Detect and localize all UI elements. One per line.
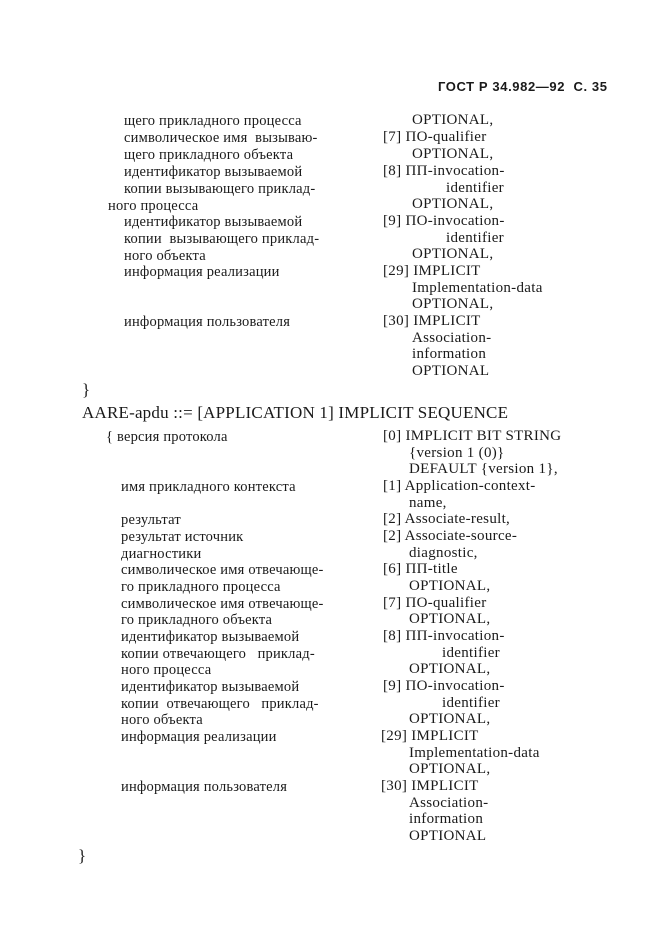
right-line: [6] ПП-title — [383, 561, 458, 577]
right-line: identifier — [446, 180, 504, 196]
right-line: [8] ПП-invocation- — [383, 628, 505, 644]
right-line: [9] ПО-invocation- — [383, 678, 505, 694]
right-line: OPTIONAL, — [412, 246, 494, 262]
right-line: [1] Application-context- — [383, 478, 536, 494]
right-line: OPTIONAL, — [409, 578, 491, 594]
right-line: [9] ПО-invocation- — [383, 213, 505, 229]
right-line: OPTIONAL, — [409, 761, 491, 777]
left-line: ного объекта — [124, 248, 206, 264]
left-line: диагностики — [121, 546, 202, 562]
closing-brace: } — [82, 380, 91, 399]
right-line: Implementation-data — [412, 280, 543, 296]
right-line: OPTIONAL, — [409, 711, 491, 727]
right-line: identifier — [446, 230, 504, 246]
left-line: информация пользователя — [124, 314, 291, 330]
right-line: [30] IMPLICIT — [381, 778, 479, 794]
left-line: ного процесса — [108, 198, 199, 214]
right-line: [29] IMPLICIT — [381, 728, 479, 744]
left-line: идентификатор вызываемой — [124, 214, 303, 230]
right-line: [8] ПП-invocation- — [383, 163, 505, 179]
closing-brace: } — [78, 846, 87, 865]
right-line: OPTIONAL — [412, 363, 490, 379]
left-line: информация реализации — [121, 729, 277, 745]
right-line: [2] Associate-result, — [383, 511, 511, 527]
right-line: name, — [409, 495, 447, 511]
left-line: ного процесса — [121, 662, 212, 678]
left-line: копии вызывающего приклад- — [124, 181, 316, 197]
right-line: OPTIONAL, — [412, 296, 494, 312]
left-line: информация реализации — [124, 264, 280, 280]
left-line: имя прикладного контекста — [121, 479, 296, 495]
left-line: копии отвечающего приклад- — [121, 646, 315, 662]
right-line: [30] IMPLICIT — [383, 313, 481, 329]
left-line: информация пользователя — [121, 779, 288, 795]
left-line: щего прикладного объекта — [124, 147, 294, 163]
right-line: [2] Associate-source- — [383, 528, 518, 544]
right-line: OPTIONAL, — [412, 196, 494, 212]
right-line: [29] IMPLICIT — [383, 263, 481, 279]
right-line: Association- — [412, 330, 492, 346]
right-line: information — [412, 346, 487, 362]
left-line: копии отвечающего приклад- — [121, 696, 319, 712]
left-line: копии вызывающего приклад- — [124, 231, 320, 247]
left-line: символическое имя отвечающе- — [121, 596, 324, 612]
left-line: символическое имя вызываю- — [124, 130, 318, 146]
left-line: идентификатор вызываемой — [124, 164, 303, 180]
right-line: OPTIONAL, — [412, 112, 494, 128]
right-line: OPTIONAL, — [409, 611, 491, 627]
right-line: diagnostic, — [409, 545, 478, 561]
right-line: information — [409, 811, 484, 827]
aare-apdu-header: AARE-apdu ::= [APPLICATION 1] IMPLICIT SEQUENCE — [82, 403, 509, 422]
left-line: ного объекта — [121, 712, 203, 728]
right-line: OPTIONAL, — [409, 661, 491, 677]
right-line: OPTIONAL — [409, 828, 487, 844]
left-line: щего прикладного процесса — [124, 113, 302, 129]
page-header: ГОСТ Р 34.982—92 С. 35 — [438, 79, 608, 94]
right-line: {version 1 (0)} — [409, 445, 505, 461]
left-line: го прикладного объекта — [121, 612, 273, 628]
right-line: [7] ПО-qualifier — [383, 595, 487, 611]
left-line: идентификатор вызываемой — [121, 629, 300, 645]
right-line: [7] ПО-qualifier — [383, 129, 487, 145]
left-line: результат — [121, 512, 181, 528]
left-line: идентификатор вызываемой — [121, 679, 300, 695]
right-line: Association- — [409, 795, 489, 811]
left-line: символическое имя отвечающе- — [121, 562, 324, 578]
right-line: DEFAULT {version 1}, — [409, 461, 558, 477]
right-line: Implementation-data — [409, 745, 540, 761]
right-line: OPTIONAL, — [412, 146, 494, 162]
left-line: результат источник — [121, 529, 244, 545]
right-line: [0] IMPLICIT BIT STRING — [383, 428, 562, 444]
right-line: identifier — [442, 645, 500, 661]
left-line: { версия протокола — [106, 429, 228, 445]
left-line: го прикладного процесса — [121, 579, 281, 595]
right-line: identifier — [442, 695, 500, 711]
